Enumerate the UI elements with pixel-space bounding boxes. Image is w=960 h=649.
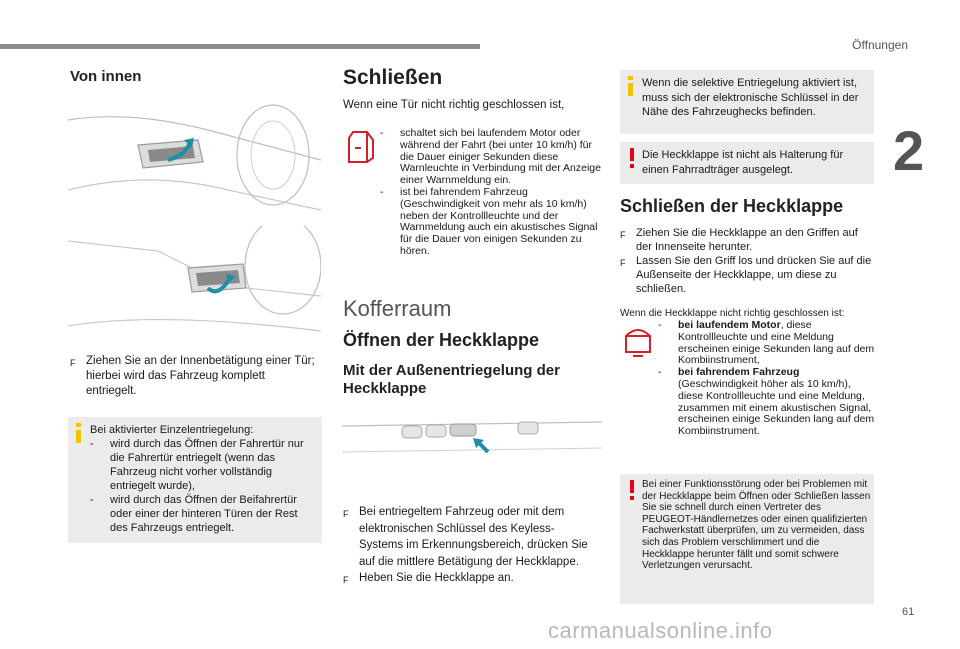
door-handle-illustration-front — [68, 100, 321, 218]
list-item: - wird durch das Öffnen der Beifahrertür oder einer der hinteren Türen der Rest des Fahrzeugs entriegelt. — [90, 494, 298, 534]
warning-text: Bei einer Funktionsstörung oder bei Problemen mit der Heckklappe beim Öffnen oder Schließen lassen Sie sie schnell durch einen Vertreter des PEUGEOT-Händlernetzes oder einen qualifizierten Fachwerkstatt überprüfen, um zu vermeiden, dass sich das Problem verschlimmert und die Heckklappe herunter fällt und somit schwere Verletzungen verursacht. — [642, 479, 871, 572]
section-title: Öffnungen — [852, 38, 908, 52]
list-item: F Ziehen Sie die Heckklappe an den Griffen auf der Innenseite herunter. — [620, 227, 858, 253]
list-item: F Heben Sie die Heckklappe an. — [343, 572, 514, 585]
warning-box-funktionsstoerung — [620, 474, 874, 604]
heading-von-innen: Von innen — [70, 68, 142, 85]
door-open-warning-icon — [343, 128, 379, 168]
bullet-text: Ziehen Sie an der Innenbetätigung einer Tür; hierbei wird das Fahrzeug komplett entriegelt. — [86, 355, 315, 397]
warning-text: Die Heckklappe ist nicht als Halterung für einen Fahrradträger ausgelegt. — [642, 149, 844, 176]
heading-kofferraum: Kofferraum — [343, 296, 452, 321]
info-box-einzelentriegelung — [68, 417, 322, 543]
list-item: F Lassen Sie den Griff los und drücken Sie auf die Außenseite der Heckklappe, um diese zu schließen. — [620, 255, 872, 295]
schliessen-intro: Wenn eine Tür nicht richtig geschlossen ist, — [343, 99, 565, 111]
heckklappe-list — [658, 320, 876, 438]
door-handle-illustration-rear — [68, 226, 321, 344]
heading-aussenentriegelung: Mit der Außenentriegelung der Heckklappe — [343, 362, 560, 397]
warning-box-fahrradtraeger — [620, 142, 874, 184]
heading-schliessen-heckklappe: Schließen der Heckklappe — [620, 196, 844, 216]
list-item: - bei laufendem Motor, diese Kontrollleuchte und eine Meldung erscheinen einige Sekunden lang auf dem Kombiinstrument, — [658, 319, 875, 367]
list-item: F Bei entriegeltem Fahrzeug oder mit dem elektronischen Schlüssel des Keyless-Systems im Erkennungsbereich, drücken Sie auf die mittlere Betätigung der Heckklappe. — [343, 506, 588, 568]
tailgate-handle-illustration — [342, 412, 602, 480]
info-text: Wenn die selektive Entriegelung aktiviert ist, muss sich der elektronische Schlüssel in der Nähe des Fahrzeughecks befinden. — [642, 77, 859, 118]
warning-icon — [628, 148, 636, 168]
list-item: - schaltet sich bei laufendem Motor oder während der Fahrt (bei unter 10 km/h) für die Dauer einiger Sekunden diese Warnleuchte in Verbindung mit der Anzeige einer Warnmeldung ein. — [380, 127, 601, 187]
oeffnen-bullets — [343, 504, 593, 589]
bullet-marker: F — [70, 358, 76, 368]
schliessen-heckklappe-bullets — [620, 226, 874, 296]
page-number: 61 — [902, 606, 915, 618]
list-item: - bei fahrendem Fahrzeug (Geschwindigkeit höher als 10 km/h), diese Kontrollleuchte und eine Meldung, zusammen mit einem akustischen Signal, erscheinen einige Sekunden lang auf dem Kombiinstrument. — [658, 366, 875, 438]
list-item: - wird durch das Öffnen der Fahrertür nur die Fahrertür entriegelt (wenn das Fahrzeug nicht vorher vollständig entriegelt wurde), — [90, 438, 304, 492]
info-intro: Bei aktivierter Einzelentriegelung: — [90, 424, 254, 436]
info-box-selektive-entriegelung — [620, 70, 874, 134]
tailgate-open-warning-icon — [620, 322, 656, 362]
heckklappe-intro: Wenn die Heckklappe nicht richtig geschlossen ist: — [620, 308, 845, 319]
schliessen-list — [380, 128, 602, 258]
bullet-innen — [70, 354, 315, 399]
list-item: - ist bei fahrendem Fahrzeug (Geschwindigkeit von mehr als 10 km/h) neben der Kontrollleuchte und der Warnmeldung auch ein akustisches Signal für die Dauer von einigen Sekunden zu hören. — [380, 185, 598, 257]
heading-oeffnen-heckklappe: Öffnen der Heckklappe — [343, 330, 540, 350]
header-bar — [0, 44, 480, 49]
heading-schliessen: Schließen — [343, 66, 443, 89]
watermark: carmanualsonline.info — [548, 618, 773, 643]
info-icon — [626, 76, 636, 96]
chapter-number: 2 — [893, 119, 925, 182]
info-icon — [74, 423, 84, 443]
warning-icon — [628, 480, 636, 500]
